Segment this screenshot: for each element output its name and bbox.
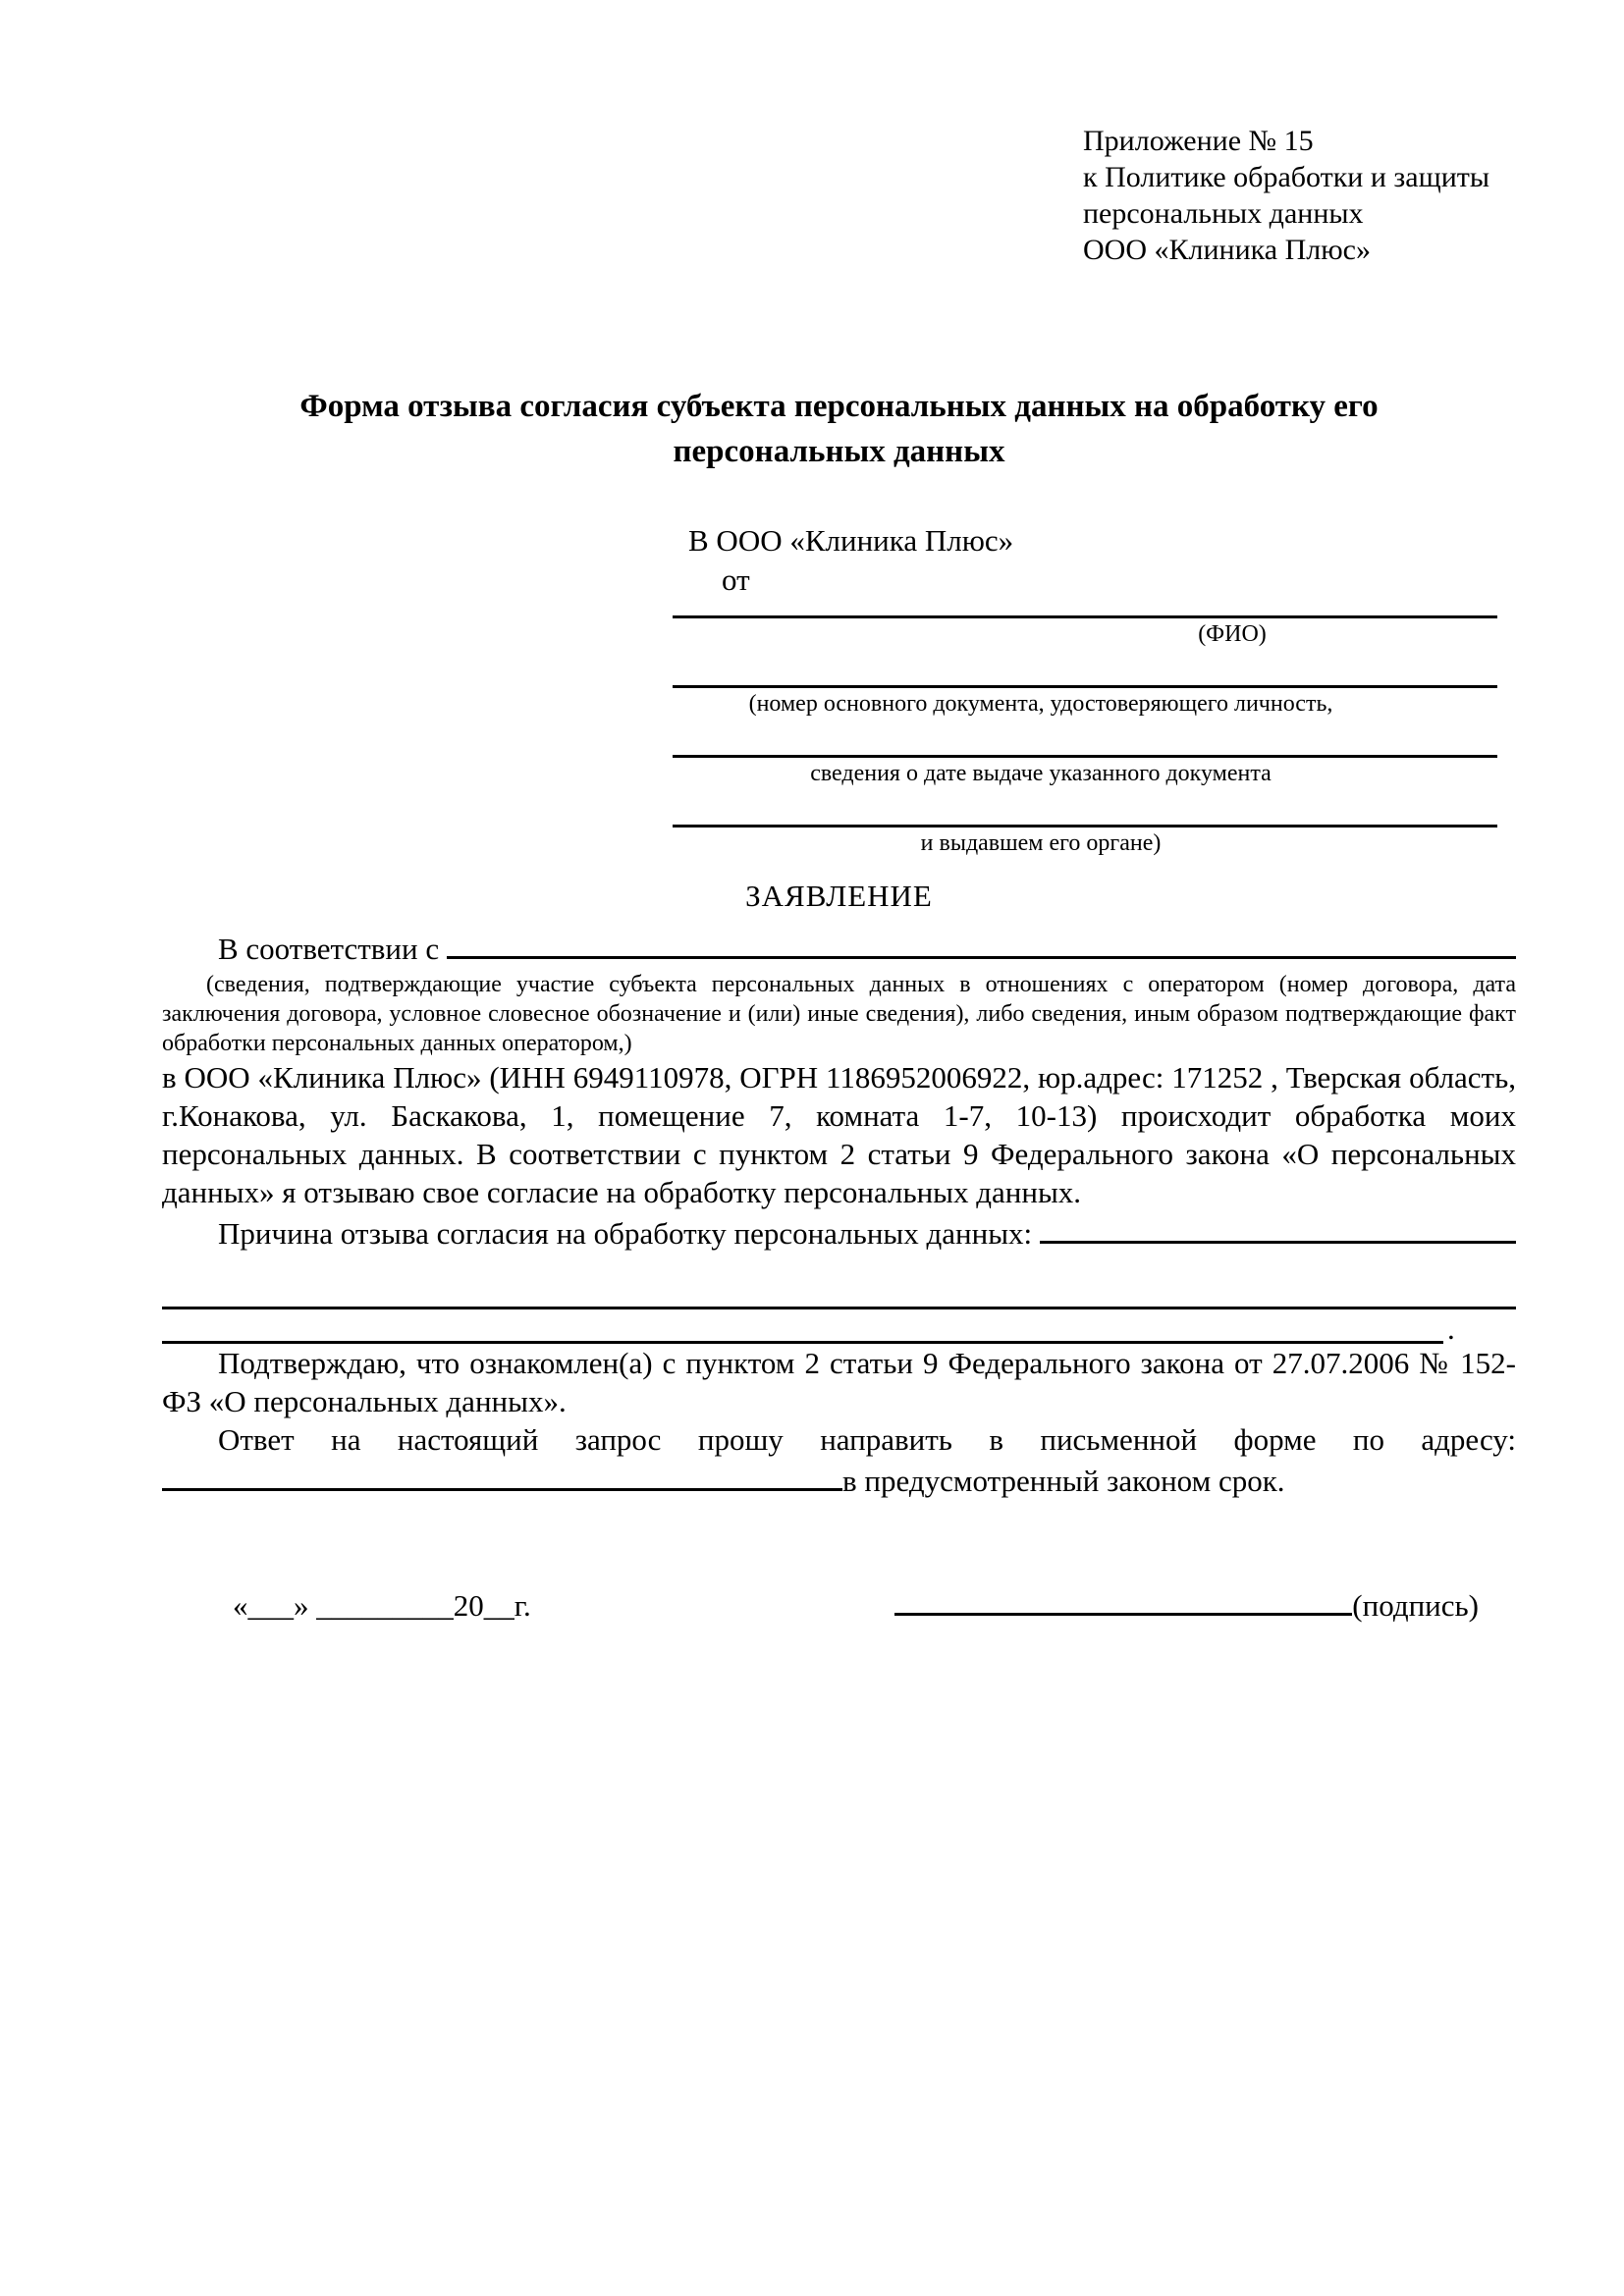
appendix-header [1083, 123, 1516, 268]
confirm-paragraph: Подтверждаю, что ознакомлен(а) с пунктом 2 статьи 9 Федерального закона от 27.07.2006 № 152-ФЗ «О персональных данных». [162, 1346, 1516, 1418]
signature-caption: (подпись) [1352, 1588, 1479, 1623]
appendix-header-line: ООО «Клиника Плюс» [1083, 234, 1371, 266]
reply-tail: в предусмотренный законом срок. [842, 1464, 1285, 1498]
reason-fill-line [1040, 1211, 1516, 1244]
reply-paragraph: Ответ на настоящий запрос прошу направить в письменной форме по адресу: [218, 1422, 1516, 1457]
accordance-fine-print: (сведения, подтверждающие участие субъекта персональных данных в отношениях с оператором (номер договора, дата заключения договора, условное словесное обозначение и (или) иные сведения), либо сведения, иным образом подтверждающие факт обработки персональных данных оператором,) [162, 972, 1516, 1056]
appendix-header-line: Приложение № 15 [1083, 125, 1314, 157]
addressee-organization: В ООО «Клиника Плюс» [688, 523, 1014, 558]
addressee-from-label: от [722, 562, 750, 597]
document-number-caption: (номер основного документа, удостоверяющего личность, [748, 691, 1333, 717]
accordance-row [162, 927, 1516, 968]
main-paragraph: в ООО «Клиника Плюс» (ИНН 6949110978, ОГРН 1186952006922, юр.адрес: 171252 , Тверская область, г.Конакова, ул. Баскакова, 1, помещение 7, комната 1-7, 10-13) происходит обработка моих персональных данных. В соответствии с пунктом 2 статьи 9 Федерального закона «О персональных данных» я отзываю свое согласие на обработку персональных данных. [162, 1060, 1516, 1209]
accordance-fill-line [447, 927, 1516, 959]
signature-fill-line [894, 1583, 1352, 1616]
appendix-header-line: к Политике обработки и защиты [1083, 161, 1490, 193]
document-number-field [673, 685, 1497, 718]
fio-field [673, 615, 1497, 648]
addressee-block [673, 521, 1497, 857]
reason-row [162, 1211, 1516, 1253]
issuing-authority-field [673, 825, 1497, 857]
issue-date-caption: сведения о дате выдаче указанного документа [810, 761, 1272, 786]
accordance-label: В соответствии с [218, 932, 440, 966]
document-title: Форма отзыва согласия субъекта персональных данных на обработку его персональных данных [299, 389, 1379, 469]
issuing-authority-caption: и выдавшем его органе) [920, 830, 1162, 856]
reason-blank-line-2-rule [162, 1307, 1443, 1344]
reason-blank-line-2 [162, 1309, 1516, 1344]
reason-label: Причина отзыва согласия на обработку персональных данных: [218, 1216, 1033, 1251]
fio-caption: (ФИО) [1198, 621, 1267, 647]
reply-address-fill-line [162, 1459, 842, 1491]
signature-group [894, 1583, 1479, 1625]
appendix-header-line: персональных данных [1083, 197, 1364, 230]
statement-heading: ЗАЯВЛЕНИЕ [745, 879, 933, 913]
issue-date-field [673, 755, 1497, 787]
reply-address-row [162, 1459, 1516, 1500]
reason-terminator: . [1447, 1311, 1455, 1346]
reason-blank-line-1 [162, 1253, 1516, 1309]
signature-row [162, 1583, 1516, 1625]
date-blank: «___» _________20__г. [233, 1588, 531, 1623]
